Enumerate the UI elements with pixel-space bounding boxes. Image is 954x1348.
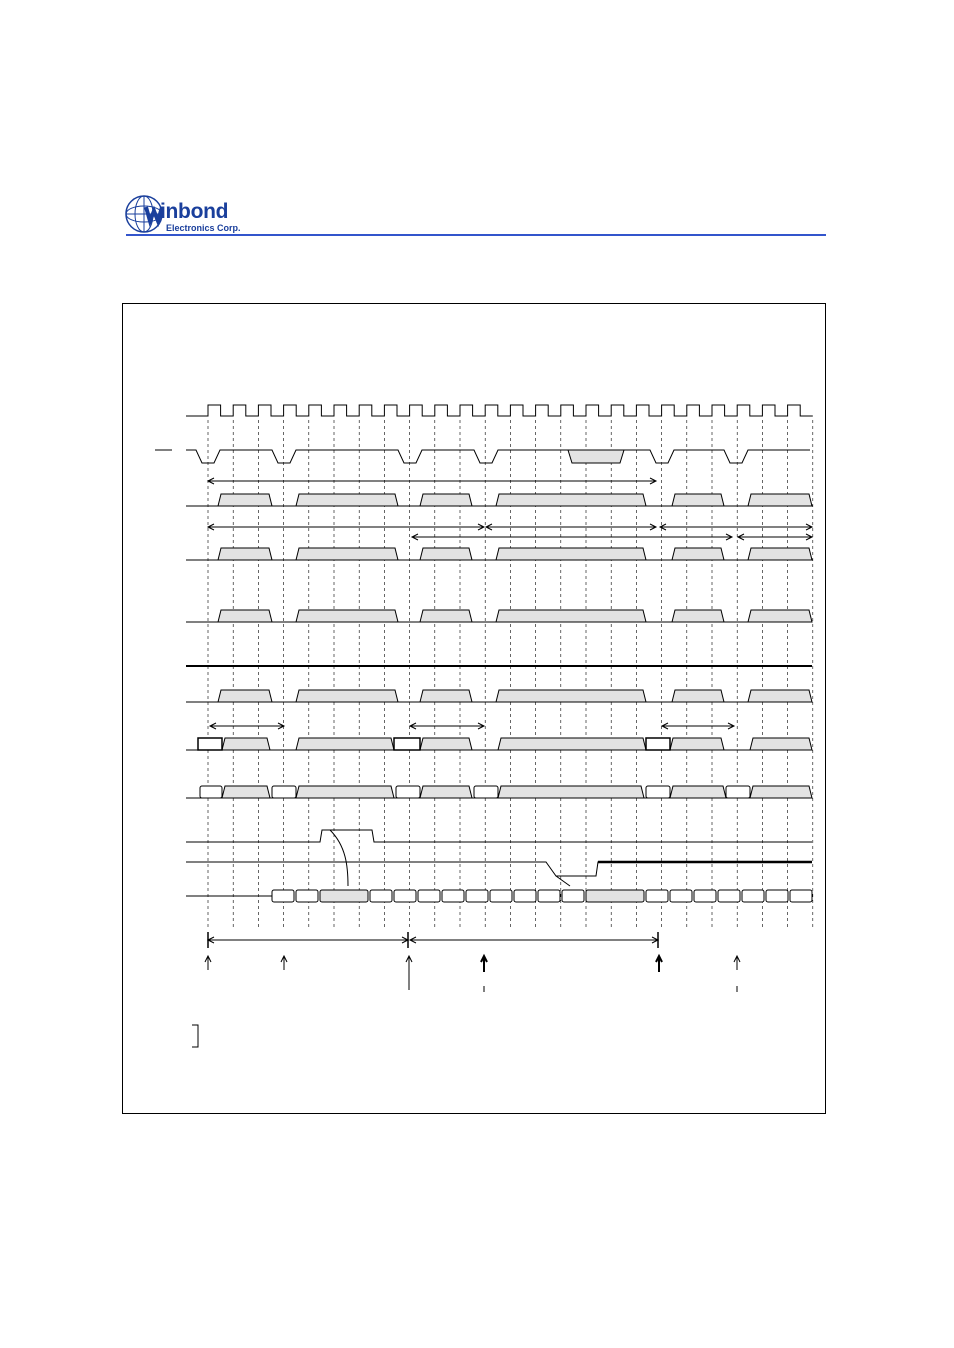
bus-e-segment — [296, 738, 394, 750]
data-out-cell — [766, 890, 788, 902]
ctrl-1-waveform — [186, 830, 812, 842]
data-out-cell — [562, 890, 584, 902]
strobe-waveform — [186, 450, 810, 463]
bus-d-segment — [296, 690, 398, 702]
data-out-cell — [694, 890, 716, 902]
bus-b-segment — [420, 548, 472, 560]
bus-f-segment — [750, 786, 812, 798]
bus-f-box — [200, 786, 222, 798]
data-out-cell — [790, 890, 812, 902]
bus-a-segment — [420, 494, 472, 506]
data-out-cell — [514, 890, 536, 902]
bus-f-box — [396, 786, 420, 798]
bus-f-segment — [420, 786, 472, 798]
bus-f-segment — [670, 786, 726, 798]
bus-a-segment — [672, 494, 724, 506]
ctrl-2-waveform — [186, 862, 812, 876]
bus-b-segment — [296, 548, 398, 560]
bus-c-segment — [748, 610, 812, 622]
bus-a-segment — [218, 494, 272, 506]
bus-c-segment — [672, 610, 724, 622]
bus-f-box — [646, 786, 670, 798]
bus-d-segment — [672, 690, 724, 702]
data-out-cell — [466, 890, 488, 902]
bus-e-box — [198, 738, 222, 750]
bus-d-segment — [218, 690, 272, 702]
data-out-cell — [272, 890, 294, 902]
data-out-cell — [718, 890, 740, 902]
bus-d-segment — [496, 690, 646, 702]
bus-c-segment — [296, 610, 398, 622]
data-out-cell — [490, 890, 512, 902]
company-logo-subtitle: Electronics Corp. — [166, 223, 241, 233]
bus-f-segment — [222, 786, 270, 798]
bus-f-box — [726, 786, 750, 798]
data-out-cell — [394, 890, 416, 902]
note-bracket — [192, 1025, 198, 1047]
bus-e-box — [646, 738, 670, 750]
bus-d-segment — [748, 690, 812, 702]
bus-e-box — [394, 738, 420, 750]
ctrl-1-to-data-arrow — [330, 830, 348, 886]
data-out-cell — [370, 890, 392, 902]
bus-a-segment — [496, 494, 646, 506]
data-out-cell — [418, 890, 440, 902]
data-out-cell — [442, 890, 464, 902]
clock-waveform — [186, 405, 813, 416]
data-out-cell — [538, 890, 560, 902]
data-out-cell — [646, 890, 668, 902]
bus-e-segment — [222, 738, 270, 750]
bus-a-segment — [296, 494, 398, 506]
bus-a-segment — [748, 494, 812, 506]
bus-c-segment — [218, 610, 272, 622]
bus-b-segment — [672, 548, 724, 560]
bus-b-segment — [496, 548, 646, 560]
bus-f-box — [474, 786, 498, 798]
strobe-data-window — [568, 450, 624, 463]
ctrl-2-to-data-arrow — [556, 876, 570, 886]
bus-f-box — [272, 786, 296, 798]
bus-e-segment — [750, 738, 812, 750]
data-out-cell — [586, 890, 644, 902]
bus-b-segment — [218, 548, 272, 560]
bus-b-segment — [748, 548, 812, 560]
bus-d-segment — [420, 690, 472, 702]
company-logo-text: inbond — [160, 200, 229, 223]
bus-e-segment — [498, 738, 646, 750]
data-out-cell — [742, 890, 764, 902]
bus-e-segment — [670, 738, 724, 750]
bus-f-segment — [498, 786, 644, 798]
data-out-cell — [670, 890, 692, 902]
bus-f-segment — [296, 786, 394, 798]
data-out-cell — [296, 890, 318, 902]
bus-c-segment — [496, 610, 646, 622]
data-out-cell — [320, 890, 368, 902]
bus-e-segment — [420, 738, 472, 750]
bus-c-segment — [420, 610, 472, 622]
